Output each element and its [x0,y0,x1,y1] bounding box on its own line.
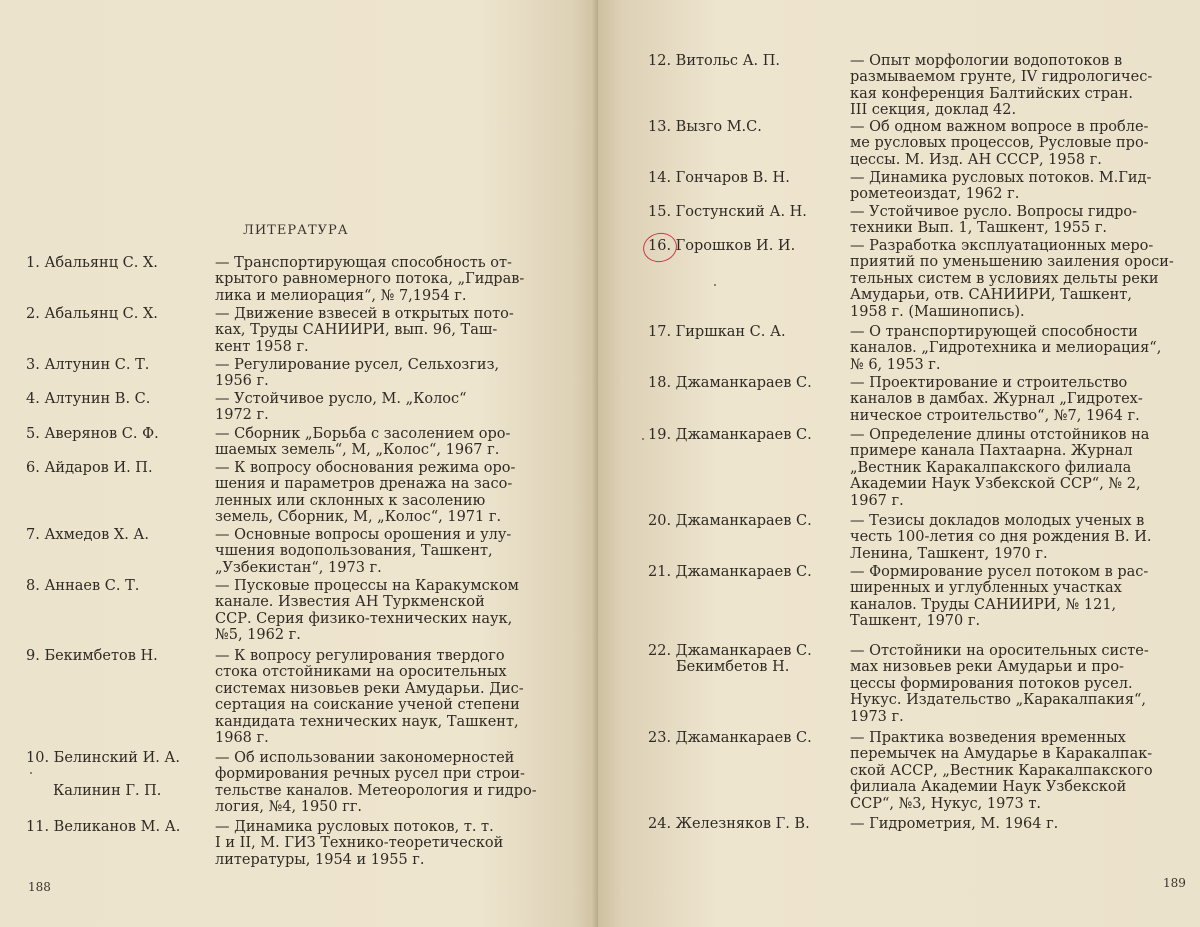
paper-speck [642,438,644,440]
paper-speck [714,284,716,286]
entry-author: 8. Аннаев С. Т. [26,578,140,594]
entry-author: 15. Гостунский А. Н. [648,204,807,220]
handwritten-circle-mark [640,230,679,265]
entry-author: 7. Ахмедов Х. А. [26,527,150,543]
entry-author: 23. Джаманкараев С. [648,730,812,746]
page-number: 189 [1163,876,1186,890]
entry-author: 12. Витольс А. П. [648,53,781,69]
entry-author: 5. Аверянов С. Ф. [26,426,159,442]
entry-description: — Проектирование и строительство каналов в дамбах. Журнал „Гидротех- ническое строительство“, №7, 1964 г. [850,375,1143,424]
entry-description: — Отстойники на оросительных систе- мах низовьев реки Амударьи и про- цессы формирования потоков русел. Нукус. Издательство „Каракалпакия“, 1973 г. [850,643,1149,725]
entry-description: — О транспортирующей способности каналов. „Гидротехника и мелиорация“, № 6, 1953 г. [850,324,1162,373]
entry-author: 11. Великанов М. А. [26,819,181,835]
entry-description: — Пусковые процессы на Каракумском канале. Известия АН Туркменской ССР. Серия физико-технических наук, №5, 1962 г. [215,578,519,644]
entry-description: — Транспортирующая способность от- крытого равномерного потока, „Гидрав- лика и мелиорация“, № 7,1954 г. [215,255,525,304]
entry-description: — Формирование русел потоком в рас- ширенных и углубленных участках каналов. Труды САНИИРИ, № 121, Ташкент, 1970 г. [850,564,1149,630]
entry-description: — Устойчивое русло, М. „Колос“ 1972 г. [215,391,467,424]
entry-author: 3. Алтунин С. Т. [26,357,150,373]
entry-description: — Об одном важном вопросе в пробле- ме русловых процессов, Русловые про- цессы. М. Изд. АН СССР, 1958 г. [850,119,1149,168]
left-page [0,0,598,927]
entry-author: 17. Гиршкан С. А. [648,324,786,340]
entry-description: — Об использовании закономерностей формирования речных русел при строи- тельстве каналов. Метеорология и гидро- логия, №4, 1950 гг. [215,750,537,816]
entry-author: 4. Алтунин В. С. [26,391,151,407]
entry-description: — Динамика русловых потоков. М.Гид- рометеоиздат, 1962 г. [850,170,1152,203]
entry-author: 22. Джаманкараев С. Бекимбетов Н. [648,643,812,676]
entry-author: 20. Джаманкараев С. [648,513,812,529]
page-number: 188 [28,880,51,894]
entry-description: — Практика возведения временных перемычек на Амударье в Каракалпак- ской АССР, „Вестник Каракалпакского филиала Академии Наук Узбекской ССР“, №3, Нукус, 1973 т. [850,730,1153,812]
entry-description: — Определение длины отстойников на примере канала Пахтаарна. Журнал „Вестник Каракалпакского филиала Академии Наук Узбекской ССР“, № 2, 1967 г. [850,427,1150,509]
entry-author: 9. Бекимбетов Н. [26,648,158,664]
entry-description: — К вопросу регулирования твердого стока отстойниками на оросительных системах низовьев реки Амударьи. Дис- сертация на соискание ученой степени кандидата технических наук, Ташкент, 1968 г. [215,648,524,747]
entry-author: 21. Джаманкараев С. [648,564,812,580]
entry-author: 19. Джаманкараев С. [648,427,812,443]
entry-description: — Сборник „Борьба с засолением оро- шаемых земель“, М, „Колос“, 1967 г. [215,426,511,459]
entry-description: — Динамика русловых потоков, т. т. I и II, М. ГИЗ Технико-теоретической литературы, 1954 и 1955 г. [215,819,504,868]
entry-description: — Движение взвесей в открытых пото- ках, Труды САНИИРИ, вып. 96, Таш- кент 1958 г. [215,306,514,355]
entry-description: — К вопросу обоснования режима оро- шения и параметров дренажа на засо- ленных или склонных к засолению земель, Сборник, М, „Колос“, 1971 г. [215,460,516,526]
entry-author: 14. Гончаров В. Н. [648,170,790,186]
entry-author: 16. Горошков И. И. [648,238,796,254]
entry-author: 6. Айдаров И. П. [26,460,153,476]
entry-author: 13. Вызго М.С. [648,119,762,135]
entry-author: 18. Джаманкараев С. [648,375,812,391]
entry-description: — Тезисы докладов молодых ученых в честь 100-летия со дня рождения В. И. Ленина, Ташкент, 1970 г. [850,513,1152,562]
paper-speck [30,772,32,774]
entry-description: — Основные вопросы орошения и улу- чшения водопользования, Ташкент, „Узбекистан“, 1973 г. [215,527,512,576]
entry-description: — Опыт морфологии водопотоков в размываемом грунте, IV гидрологичес- кая конференция Балтийских стран. III секция, доклад 42. [850,53,1153,119]
entry-author: 1. Абальянц С. Х. [26,255,158,271]
entry-description: — Регулирование русел, Сельхозгиз, 1956 г. [215,357,500,390]
entry-description: — Гидрометрия, М. 1964 г. [850,816,1059,832]
right-page [598,0,1200,927]
entry-author: 2. Абальянц С. Х. [26,306,158,322]
entry-author: 10. Белинский И. А. Калинин Г. П. [26,750,181,799]
entry-author: 24. Железняков Г. В. [648,816,810,832]
entry-description: — Устойчивое русло. Вопросы гидро- техники Вып. 1, Ташкент, 1955 г. [850,204,1137,237]
bibliography-heading: ЛИТЕРАТУРА [243,223,349,238]
entry-description: — Разработка эксплуатационных меро- приятий по уменьшению заиления ороси- тельных систем в условиях дельты реки Амударьи, отв. САНИИРИ, Ташкент, 1958 г. (Машинопись). [850,238,1174,320]
